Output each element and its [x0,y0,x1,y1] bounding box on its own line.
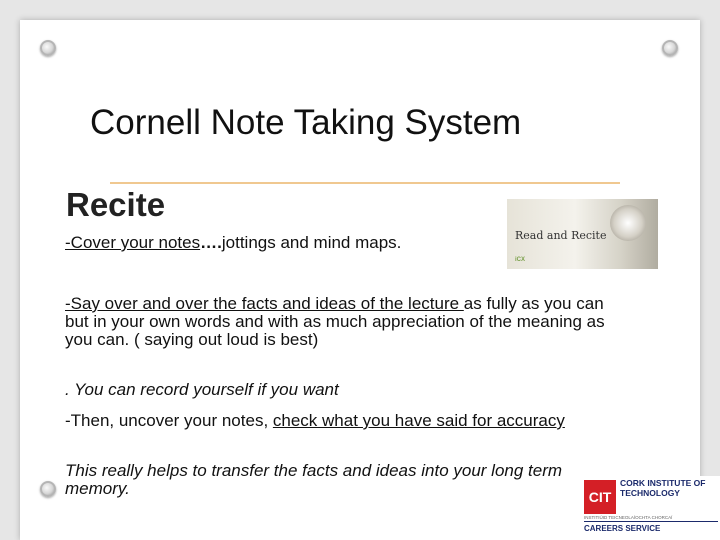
cover-notes-text: -Cover your notes [65,233,201,252]
paragraph-uncover [65,412,610,430]
ellipsis-text: …. [200,233,222,252]
jottings-text: jottings and mind maps. [221,233,402,252]
uncover-text: -Then, uncover your notes, [65,411,273,430]
check-accuracy-text: check what you have said for accuracy [272,411,565,430]
slide-title: Cornell Note Taking System [90,103,522,142]
pin-top-left-icon [40,40,56,56]
say-over-text: -Say over and over the facts and ideas of the lecture [65,294,464,313]
thumbnail-caption: Read and Recite [515,229,607,242]
as-fully-text: as fully as you can but in your own words and with as much appreciation of the meaning as you can. ( saying out loud is best) [65,294,605,349]
read-and-recite-thumbnail [507,199,658,269]
careers-service-label: CAREERS SERVICE [584,521,718,533]
cit-careers-logo [576,476,720,540]
cit-irish-name: INSTITIÚID TEICNEOLAÍOCHTA CHORCAÍ [584,515,673,520]
title-divider [110,182,620,184]
pin-top-right-icon [662,40,678,56]
book-decoration-icon [610,205,646,241]
cit-mark: CIT [584,480,616,514]
pin-bottom-left-icon [40,481,56,497]
thumbnail-logo: iCX [515,257,526,263]
paragraph-record: . You can record yourself if you want [65,380,339,399]
section-heading: Recite [66,186,166,223]
paragraph-say-over [65,295,610,349]
cit-name: CORK INSTITUTE OF TECHNOLOGY [620,478,706,498]
paragraph-long-term: This really helps to transfer the facts and ideas into your long term memory. [65,461,563,498]
